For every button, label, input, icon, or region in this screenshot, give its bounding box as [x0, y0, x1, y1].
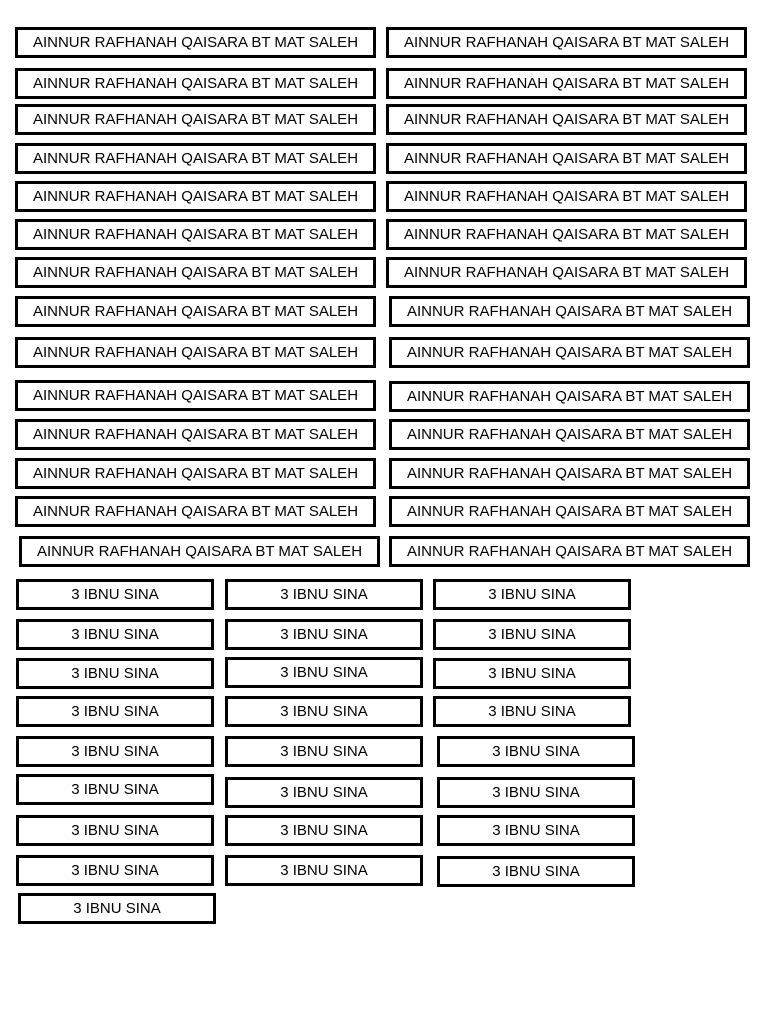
name-label: AINNUR RAFHANAH QAISARA BT MAT SALEH — [386, 104, 747, 135]
name-label: AINNUR RAFHANAH QAISARA BT MAT SALEH — [386, 219, 747, 250]
class-label: 3 IBNU SINA — [433, 619, 631, 650]
name-label: AINNUR RAFHANAH QAISARA BT MAT SALEH — [389, 381, 750, 412]
name-label: AINNUR RAFHANAH QAISARA BT MAT SALEH — [19, 536, 380, 567]
name-label: AINNUR RAFHANAH QAISARA BT MAT SALEH — [389, 419, 750, 450]
name-label: AINNUR RAFHANAH QAISARA BT MAT SALEH — [386, 257, 747, 288]
name-label: AINNUR RAFHANAH QAISARA BT MAT SALEH — [15, 181, 376, 212]
name-label: AINNUR RAFHANAH QAISARA BT MAT SALEH — [15, 68, 376, 99]
name-label: AINNUR RAFHANAH QAISARA BT MAT SALEH — [15, 219, 376, 250]
name-label: AINNUR RAFHANAH QAISARA BT MAT SALEH — [389, 458, 750, 489]
name-label: AINNUR RAFHANAH QAISARA BT MAT SALEH — [15, 419, 376, 450]
class-label: 3 IBNU SINA — [16, 815, 214, 846]
class-label: 3 IBNU SINA — [225, 815, 423, 846]
class-label: 3 IBNU SINA — [225, 657, 423, 688]
class-label: 3 IBNU SINA — [225, 619, 423, 650]
name-label: AINNUR RAFHANAH QAISARA BT MAT SALEH — [389, 296, 750, 327]
class-label: 3 IBNU SINA — [437, 856, 635, 887]
class-label: 3 IBNU SINA — [16, 855, 214, 886]
class-label: 3 IBNU SINA — [16, 579, 214, 610]
class-label: 3 IBNU SINA — [16, 774, 214, 805]
class-label: 3 IBNU SINA — [225, 736, 423, 767]
name-label: AINNUR RAFHANAH QAISARA BT MAT SALEH — [15, 380, 376, 411]
class-label: 3 IBNU SINA — [16, 619, 214, 650]
class-label: 3 IBNU SINA — [437, 815, 635, 846]
class-label: 3 IBNU SINA — [16, 658, 214, 689]
class-label: 3 IBNU SINA — [433, 579, 631, 610]
name-label: AINNUR RAFHANAH QAISARA BT MAT SALEH — [15, 27, 376, 58]
class-label: 3 IBNU SINA — [16, 736, 214, 767]
class-label: 3 IBNU SINA — [225, 777, 423, 808]
class-label: 3 IBNU SINA — [437, 777, 635, 808]
class-label: 3 IBNU SINA — [18, 893, 216, 924]
name-label: AINNUR RAFHANAH QAISARA BT MAT SALEH — [389, 536, 750, 567]
class-label: 3 IBNU SINA — [225, 855, 423, 886]
name-label: AINNUR RAFHANAH QAISARA BT MAT SALEH — [386, 27, 747, 58]
name-label: AINNUR RAFHANAH QAISARA BT MAT SALEH — [389, 496, 750, 527]
name-label: AINNUR RAFHANAH QAISARA BT MAT SALEH — [15, 337, 376, 368]
name-label: AINNUR RAFHANAH QAISARA BT MAT SALEH — [15, 143, 376, 174]
name-label: AINNUR RAFHANAH QAISARA BT MAT SALEH — [389, 337, 750, 368]
name-label: AINNUR RAFHANAH QAISARA BT MAT SALEH — [15, 496, 376, 527]
name-label: AINNUR RAFHANAH QAISARA BT MAT SALEH — [386, 143, 747, 174]
class-label: 3 IBNU SINA — [16, 696, 214, 727]
class-label: 3 IBNU SINA — [437, 736, 635, 767]
class-label: 3 IBNU SINA — [225, 696, 423, 727]
class-label: 3 IBNU SINA — [433, 658, 631, 689]
name-label: AINNUR RAFHANAH QAISARA BT MAT SALEH — [15, 104, 376, 135]
name-label: AINNUR RAFHANAH QAISARA BT MAT SALEH — [386, 68, 747, 99]
name-label: AINNUR RAFHANAH QAISARA BT MAT SALEH — [15, 458, 376, 489]
class-label: 3 IBNU SINA — [225, 579, 423, 610]
class-label: 3 IBNU SINA — [433, 696, 631, 727]
name-label: AINNUR RAFHANAH QAISARA BT MAT SALEH — [386, 181, 747, 212]
name-label: AINNUR RAFHANAH QAISARA BT MAT SALEH — [15, 257, 376, 288]
name-label: AINNUR RAFHANAH QAISARA BT MAT SALEH — [15, 296, 376, 327]
